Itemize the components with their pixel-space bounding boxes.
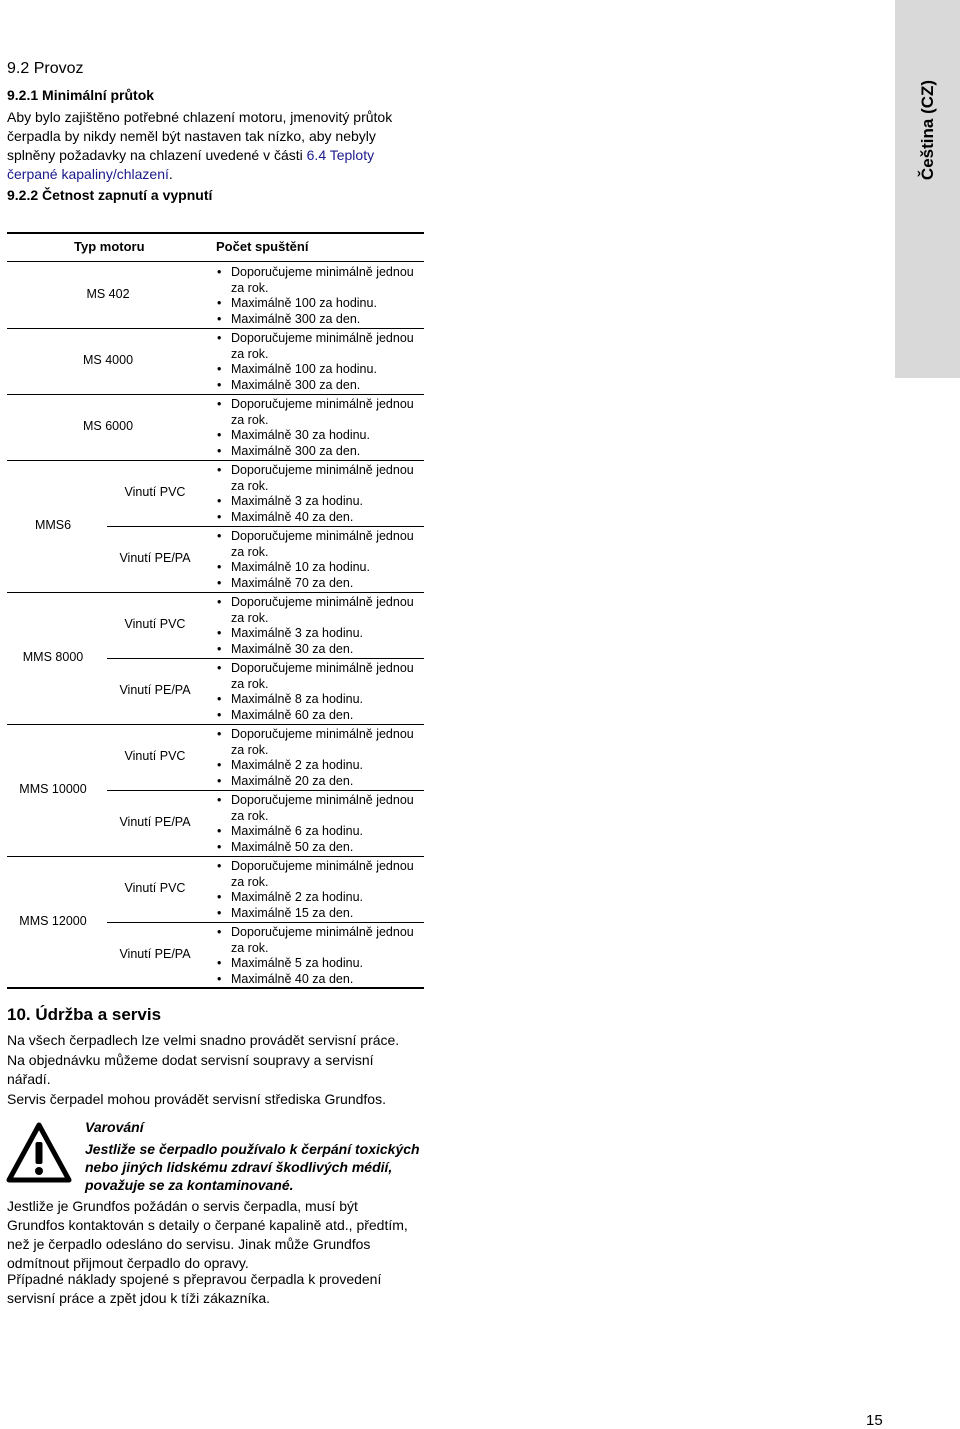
table-cell-motor: MS 6000 <box>82 419 134 433</box>
starts-line: • Maximálně 30 za den. <box>216 642 426 658</box>
table-cell-motor: Vinutí PVC <box>124 749 186 763</box>
starts-line: • Doporučujeme minimálně jednou <box>216 925 426 941</box>
starts-line: za rok. <box>231 346 269 361</box>
starts-line: • Doporučujeme minimálně jednou <box>216 661 426 677</box>
table-row-separator <box>7 460 424 461</box>
starts-line: • Maximálně 300 za den. <box>216 444 426 460</box>
section-title-9-2: 9.2 Provoz <box>7 60 84 77</box>
starts-line: • Maximálně 8 za hodinu. <box>216 692 426 708</box>
table-cell-motor: Vinutí PE/PA <box>119 815 191 829</box>
table-cell-motor: Vinutí PVC <box>124 485 186 499</box>
section-link[interactable]: 6.4 Teploty čerpané kapaliny/chlazení <box>7 147 375 182</box>
starts-line: • Maximálně 40 za den. <box>216 510 426 526</box>
starts-line: • Doporučujeme minimálně jednou <box>216 793 426 809</box>
table-row-separator <box>7 592 424 593</box>
warning-text: Jestliže se čerpadlo používalo k čerpání toxických nebo jiných lidskému zdraví škodlivých médií, považuje se za kontaminované. <box>85 1141 420 1193</box>
paragraph-min-flow <box>7 108 412 184</box>
section-title-9-2-2: 9.2.2 Četnost zapnutí a vypnutí <box>7 187 213 203</box>
table-cell-starts <box>216 925 426 987</box>
table-top-rule <box>7 232 424 234</box>
table-header-starts: Počet spuštění <box>216 239 309 254</box>
section-title-10: 10. Údržba a servis <box>7 1005 162 1024</box>
table-row-separator <box>107 526 424 527</box>
paragraph-service-2: Na objednávku můžeme dodat servisní soupravy a servisní nářadí. <box>7 1052 374 1087</box>
table-cell-motor-group: MMS 12000 <box>19 914 87 928</box>
starts-line: • Maximálně 10 za hodinu. <box>216 560 426 576</box>
table-cell-motor-group: MMS 8000 <box>22 650 84 664</box>
starts-line: za rok. <box>231 676 269 691</box>
section-title-9-2-1: 9.2.1 Minimální průtok <box>7 87 155 103</box>
table-cell-motor: MS 402 <box>86 287 130 301</box>
table-cell-motor: Vinutí PE/PA <box>119 683 191 697</box>
warning-title: Varování <box>85 1119 144 1135</box>
table-row-separator <box>107 922 424 923</box>
table-cell-starts <box>216 463 426 525</box>
starts-line: • Maximálně 20 za den. <box>216 774 426 790</box>
starts-line: za rok. <box>231 412 269 427</box>
table-row-separator <box>7 724 424 725</box>
table-cell-motor-group: MMS6 <box>34 518 72 532</box>
table-row-separator <box>7 328 424 329</box>
starts-line: • Maximálně 5 za hodinu. <box>216 956 426 972</box>
table-cell-motor: Vinutí PE/PA <box>119 551 191 565</box>
table-cell-starts <box>216 331 426 393</box>
table-row-separator <box>107 658 424 659</box>
starts-line: • Maximálně 70 za den. <box>216 576 426 592</box>
starts-line: za rok. <box>231 478 269 493</box>
starts-line: • Maximálně 300 za den. <box>216 312 426 328</box>
starts-line: za rok. <box>231 280 269 295</box>
paragraph-service-3: Servis čerpadel mohou provádět servisní střediska Grundfos. <box>7 1091 386 1107</box>
paragraph-text: Aby bylo zajištěno potřebné chlazení motoru, jmenovitý průtok čerpadla by nikdy neměl být nastaven tak nízko, aby nebyly splněny požadavky na chlazení uvedené v části <box>7 109 393 163</box>
starts-line: za rok. <box>231 742 269 757</box>
starts-line: za rok. <box>231 544 269 559</box>
starts-line: • Doporučujeme minimálně jednou <box>216 727 426 743</box>
starts-line: za rok. <box>231 808 269 823</box>
starts-line: • Maximálně 6 za hodinu. <box>216 824 426 840</box>
starts-line: • Maximálně 3 za hodinu. <box>216 626 426 642</box>
table-cell-motor: Vinutí PVC <box>124 881 186 895</box>
paragraph-service-1: Na všech čerpadlech lze velmi snadno provádět servisní práce. <box>7 1032 400 1048</box>
table-cell-starts <box>216 595 426 657</box>
paragraph-service-4: Jestliže je Grundfos požádán o servis čerpadla, musí být Grundfos kontaktován s detaily o čerpané kapalině atd., předtím, než je čerpadlo odesláno do servisu. Jinak může Grundfos odmítnout přijmout čerpadlo do opravy. <box>7 1198 408 1271</box>
starts-line: • Maximálně 2 za hodinu. <box>216 758 426 774</box>
table-cell-motor: Vinutí PVC <box>124 617 186 631</box>
page-number: 15 <box>866 1412 883 1429</box>
paragraph-service-5: Případné náklady spojené s přepravou čerpadla k provedení servisní práce a zpět jdou k tíži zákazníka. <box>7 1271 382 1306</box>
table-row-separator <box>107 790 424 791</box>
table-cell-starts <box>216 661 426 723</box>
table-cell-starts <box>216 265 426 327</box>
starts-line: • Doporučujeme minimálně jednou <box>216 265 426 281</box>
table-cell-motor-group: MMS 10000 <box>19 782 87 796</box>
language-tab-label: Čeština (CZ) <box>918 79 937 181</box>
starts-line: • Doporučujeme minimálně jednou <box>216 859 426 875</box>
table-cell-starts <box>216 727 426 789</box>
table-cell-motor: Vinutí PE/PA <box>119 947 191 961</box>
starts-line: • Maximálně 60 za den. <box>216 708 426 724</box>
table-cell-starts <box>216 397 426 459</box>
starts-line: • Maximálně 2 za hodinu. <box>216 890 426 906</box>
starts-line: za rok. <box>231 874 269 889</box>
starts-line: • Doporučujeme minimálně jednou <box>216 529 426 545</box>
table-header-rule <box>7 261 424 262</box>
starts-line: za rok. <box>231 940 269 955</box>
starts-line: • Doporučujeme minimálně jednou <box>216 331 426 347</box>
starts-line: • Maximálně 40 za den. <box>216 972 426 988</box>
starts-line: • Maximálně 100 za hodinu. <box>216 362 426 378</box>
table-row-separator <box>7 394 424 395</box>
starts-line: • Doporučujeme minimálně jednou <box>216 397 426 413</box>
warning-triangle-icon <box>6 1122 72 1184</box>
starts-line: • Maximálně 3 za hodinu. <box>216 494 426 510</box>
table-bottom-rule <box>7 987 424 989</box>
paragraph-end: . <box>168 166 173 182</box>
starts-line: • Doporučujeme minimálně jednou <box>216 463 426 479</box>
starts-line: • Doporučujeme minimálně jednou <box>216 595 426 611</box>
table-cell-starts <box>216 529 426 591</box>
language-tab <box>895 0 960 378</box>
table-cell-starts <box>216 859 426 921</box>
table-cell-motor: MS 4000 <box>82 353 134 367</box>
starts-line: • Maximálně 100 za hodinu. <box>216 296 426 312</box>
table-row-separator <box>7 856 424 857</box>
starts-line: • Maximálně 300 za den. <box>216 378 426 394</box>
table-header-motor-type: Typ motoru <box>74 239 145 254</box>
starts-line: za rok. <box>231 610 269 625</box>
starts-line: • Maximálně 15 za den. <box>216 906 426 922</box>
table-cell-starts <box>216 793 426 855</box>
starts-line: • Maximálně 30 za hodinu. <box>216 428 426 444</box>
starts-line: • Maximálně 50 za den. <box>216 840 426 856</box>
